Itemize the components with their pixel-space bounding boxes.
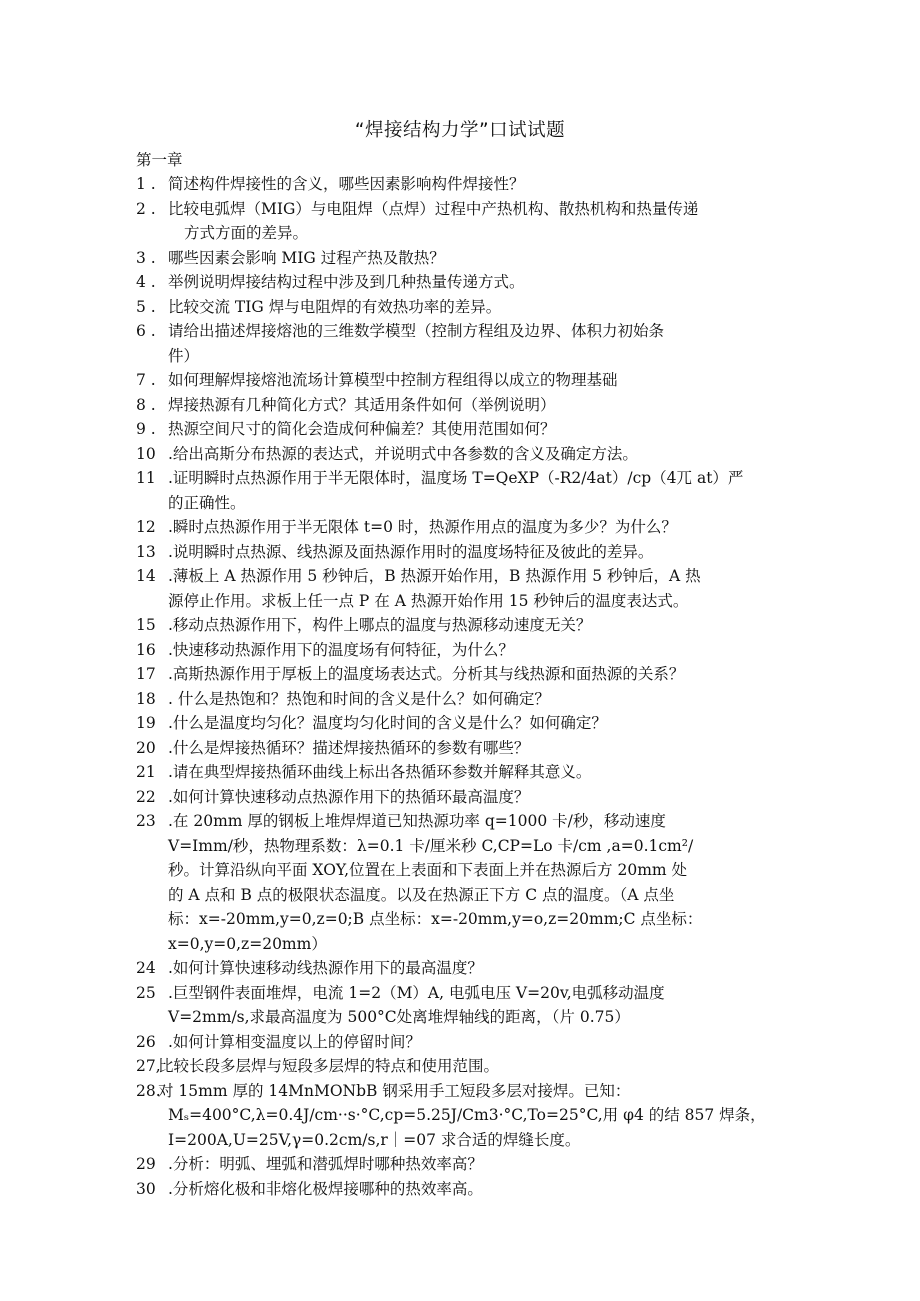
question-number: 26 (136, 1032, 156, 1051)
question-item (136, 246, 796, 271)
question-line: .如何计算快速移动线热源作用下的最高温度？ (168, 959, 483, 977)
question-line: 的正确性。 (168, 493, 246, 512)
question-item (136, 981, 796, 1030)
question-line: 请给出描述焊接熔池的三维数学模型（控制方程组及边界、体积力初始条 (168, 322, 665, 340)
question-number: 15 (136, 616, 156, 634)
question-item (136, 1030, 796, 1055)
question-line: I=200A,U=25V,γ=0.2cm/s,r｜=07 求合适的焊缝长度。 (168, 1130, 581, 1149)
question-line: Mₛ=400°C,λ=0.4J/cm··s·°C,cp=5.25J/Cm3·°C,To=25°C,用 φ4 的结 857 焊条， (168, 1106, 766, 1124)
question-text (168, 687, 796, 712)
question-number: 24 (136, 959, 156, 977)
question-line: 秒。计算沿纵向平面 XOY,位置在上表面和下表面上并在热源后方 20mm 处 (168, 861, 688, 879)
question-line: 方式方面的差异。 (184, 224, 309, 242)
question-line: 比较电弧焊（MIG）与电阻焊（点焊）过程中产热机构、散热机构和热量传递 (168, 199, 699, 218)
question-item (136, 711, 796, 736)
question-line: V=2mm/s,求最高温度为 500°C处离堆焊轴线的距离，（片 0.75） (168, 1008, 630, 1026)
question-number: 3 . (136, 248, 156, 267)
question-item (136, 785, 796, 810)
question-text (168, 809, 796, 956)
question-line: 源停止作用。求板上任一点 P 在 A 热源开始作用 15 秒钟后的温度表达式。 (168, 591, 689, 610)
question-text (168, 515, 796, 540)
question-text (168, 417, 796, 442)
question-line: 标：x=-20mm,y=0,z=0;B 点坐标：x=-20mm,y=o,z=20mm;C 点坐标： (168, 910, 703, 928)
question-item (136, 197, 796, 246)
question-item (136, 564, 796, 613)
question-line: .快速移动热源作用下的温度场有何特征，为什么？ (168, 640, 514, 659)
question-item (136, 540, 796, 565)
question-text (168, 785, 796, 810)
question-number: 10 (136, 444, 156, 463)
question-line: .移动点热源作用下，构件上哪点的温度与热源移动速度无关？ (168, 616, 592, 634)
question-text (168, 760, 796, 785)
question-item (136, 295, 796, 320)
question-item (136, 515, 796, 540)
question-text (168, 662, 796, 687)
question-number: 27, (136, 1057, 161, 1075)
question-item (136, 1079, 796, 1153)
question-text (158, 1054, 796, 1079)
question-item (136, 1152, 796, 1177)
question-number: 6 . (136, 322, 156, 340)
question-text (168, 319, 796, 368)
question-line: .瞬时点热源作用于半无限体 t=0 时，热源作用点的温度为多少？为什么？ (168, 518, 677, 536)
question-text (168, 368, 796, 393)
question-text (158, 1079, 796, 1153)
question-line: V=Imm/秒，热物理系数：λ=0.1 卡/厘米秒 C,CP=Lo 卡/cm ,a=0.1cm²/ (168, 836, 694, 855)
question-line: 比较交流 TIG 焊与电阻焊的有效热功率的差异。 (168, 297, 502, 316)
question-line: x=0,y=0,z=20mm） (168, 934, 327, 953)
question-text (168, 981, 796, 1030)
question-text (168, 466, 796, 515)
question-item (136, 760, 796, 785)
question-text (168, 564, 796, 613)
question-number: 4 . (136, 273, 156, 291)
question-text (168, 246, 796, 271)
question-number: 29 (136, 1155, 156, 1173)
question-item (136, 319, 796, 368)
question-item (136, 442, 796, 467)
question-number: 1 . (136, 175, 156, 193)
question-text (168, 1177, 796, 1202)
question-line: .高斯热源作用于厚板上的温度场表达式。分析其与线热源和面热源的关系？ (168, 665, 685, 683)
question-item (136, 368, 796, 393)
question-number: 14 (136, 567, 156, 585)
question-line: 的 A 点和 B 点的极限状态温度。以及在热源正下方 C 点的温度。（A 点坐 (168, 885, 675, 904)
question-text (168, 172, 796, 197)
question-line: 热源空间尺寸的简化会造成何种偏差？其使用范围如何？ (168, 420, 556, 438)
question-line: 对 15mm 厚的 14MnMONbB 钢采用手工短段多层对接焊。已知： (158, 1081, 631, 1100)
question-line: .证明瞬时点热源作用于半无限体时，温度场 T=QeXP（-R2/4at）/cp（4兀 at）严 (168, 469, 744, 487)
question-number: 28. (136, 1081, 161, 1100)
question-text (168, 956, 796, 981)
question-text (168, 393, 796, 418)
question-item (136, 638, 796, 663)
question-number: 30 (136, 1179, 156, 1198)
question-number: 17 (136, 665, 156, 683)
question-item (136, 172, 796, 197)
question-number: 11 (136, 469, 156, 487)
question-line: 件） (168, 346, 200, 365)
question-line: 哪些因素会影响 MIG 过程产热及散热？ (168, 248, 445, 267)
question-number: 9 . (136, 420, 156, 438)
question-line: 举例说明焊接结构过程中涉及到几种热量传递方式。 (168, 273, 525, 291)
question-item (136, 1054, 796, 1079)
question-number: 21 (136, 763, 156, 781)
question-line: .请在典型焊接热循环曲线上标出各热循环参数并解释其意义。 (168, 763, 592, 781)
question-number: 19 (136, 714, 156, 732)
question-text (168, 197, 796, 246)
question-text (168, 1152, 796, 1177)
question-line: .分析：明弧、埋弧和潜弧焊时哪种热效率高？ (168, 1155, 483, 1173)
question-line: .薄板上 A 热源作用 5 秒钟后，B 热源开始作用，B 热源作用 5 秒钟后，A 热 (168, 567, 701, 585)
question-text (168, 295, 796, 320)
question-line: .在 20mm 厚的钢板上堆焊焊道已知热源功率 q=1000 卡/秒，移动速度 (168, 812, 666, 830)
question-text (168, 270, 796, 295)
question-line: .如何计算相变温度以上的停留时间？ (168, 1032, 421, 1051)
question-number: 12 (136, 518, 156, 536)
question-text (168, 613, 796, 638)
question-number: 13 (136, 542, 156, 561)
question-item (136, 662, 796, 687)
question-number: 16 (136, 640, 156, 659)
question-number: 8 . (136, 395, 156, 414)
question-item (136, 417, 796, 442)
question-line: 比较长段多层焊与短段多层焊的特点和使用范围。 (158, 1057, 500, 1075)
question-item (136, 1177, 796, 1202)
question-line: .巨型钢件表面堆焊，电流 1=2（M）A, 电弧电压 V=20v,电弧移动温度 (168, 983, 665, 1002)
question-number: 7 . (136, 371, 156, 389)
question-number: 20 (136, 738, 156, 757)
question-line: 焊接热源有几种简化方式？其适用条件如何（举例说明） (168, 395, 556, 414)
question-line: .什么是焊接热循环？描述焊接热循环的参数有哪些？ (168, 738, 530, 757)
question-line: 如何理解焊接熔池流场计算模型中控制方程组得以成立的物理基础 (168, 371, 618, 389)
question-text (168, 736, 796, 761)
question-item (136, 687, 796, 712)
question-line: .什么是温度均匀化？温度均匀化时间的含义是什么？如何确定？ (168, 714, 607, 732)
chapter-heading: 第一章 (136, 151, 183, 169)
question-text (168, 711, 796, 736)
question-text (168, 1030, 796, 1055)
question-line: . 什么是热饱和？热饱和时间的含义是什么？如何确定？ (168, 689, 550, 708)
question-text (168, 442, 796, 467)
question-line: .给出高斯分布热源的表达式，并说明式中各参数的含义及确定方法。 (168, 444, 638, 463)
question-text (168, 638, 796, 663)
question-text (168, 540, 796, 565)
question-line: 简述构件焊接性的含义，哪些因素影响构件焊接性？ (168, 175, 525, 193)
question-item (136, 270, 796, 295)
question-line: .说明瞬时点热源、线热源及面热源作用时的温度场特征及彼此的差异。 (168, 542, 654, 561)
question-number: 5 . (136, 297, 156, 316)
question-item (136, 466, 796, 515)
question-item (136, 613, 796, 638)
question-item (136, 809, 796, 956)
question-line: .分析熔化极和非熔化极焊接哪种的热效率高。 (168, 1179, 483, 1198)
question-number: 25 (136, 983, 156, 1002)
question-item (136, 393, 796, 418)
question-number: 18 (136, 689, 156, 708)
question-line: .如何计算快速移动点热源作用下的热循环最高温度？ (168, 787, 530, 806)
page-title: “焊接结构力学”口试试题 (354, 120, 566, 141)
question-item (136, 956, 796, 981)
question-number: 2 . (136, 199, 156, 218)
question-number: 23 (136, 812, 156, 830)
question-item (136, 736, 796, 761)
question-number: 22 (136, 787, 156, 806)
